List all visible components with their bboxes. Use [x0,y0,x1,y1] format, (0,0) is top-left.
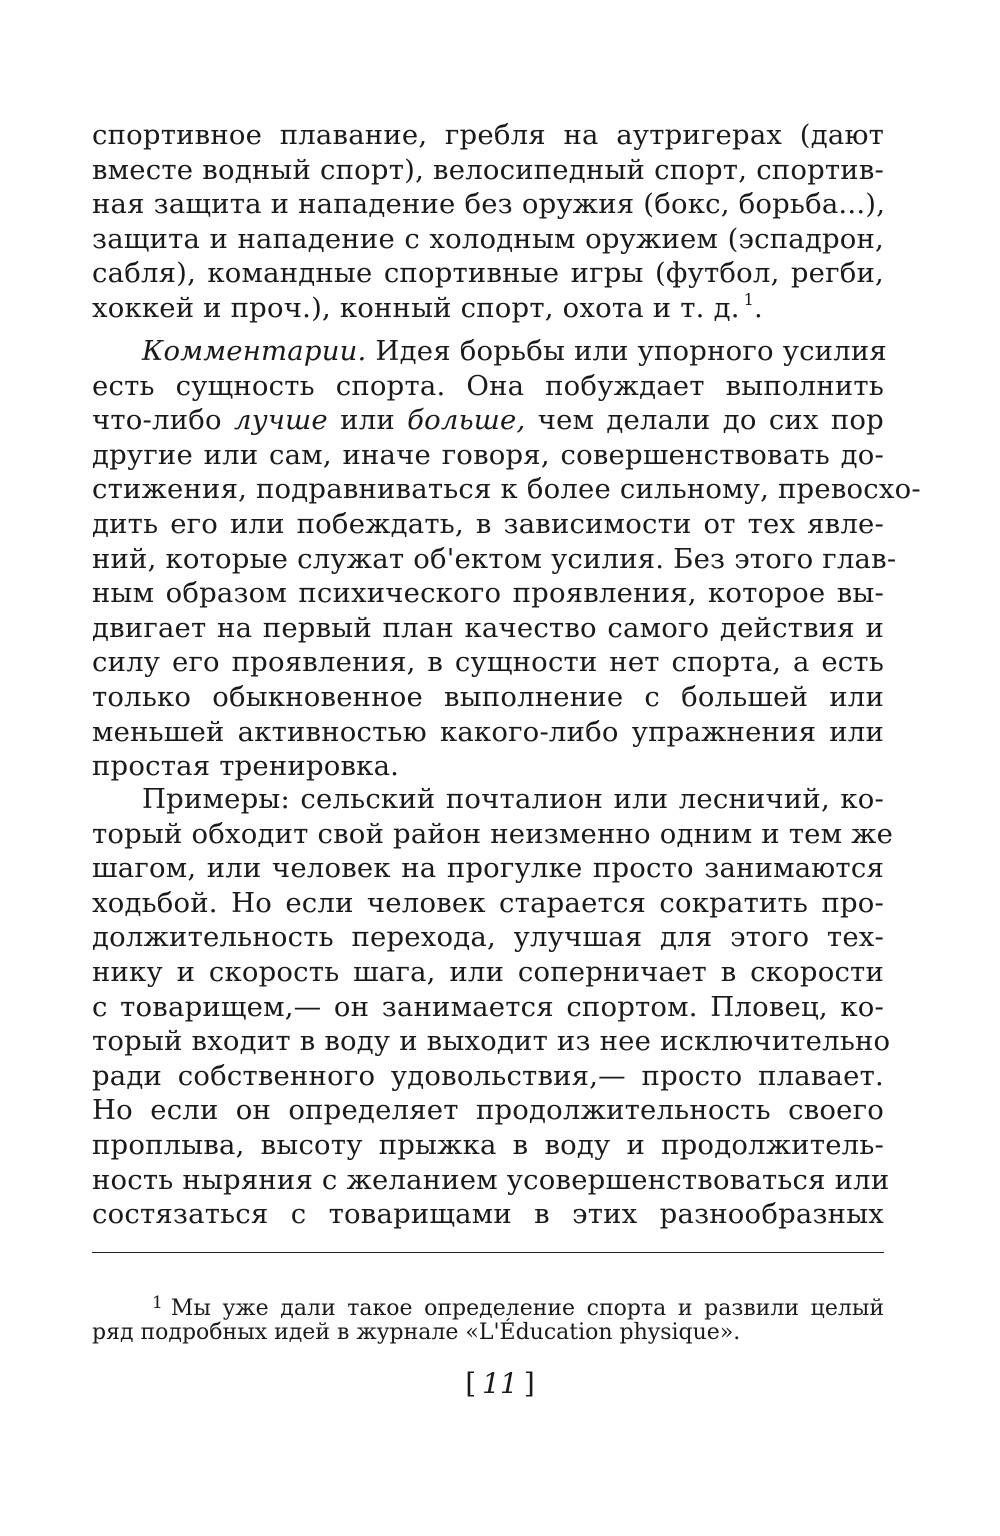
text-line: должительность перехода, улучшая для этого тех- [92,921,884,954]
text-line: с товарищем,— он занимается спортом. Пловец, ко- [92,990,884,1023]
text-fragment: чем делали до сих пор [537,404,884,437]
emphasis-word: лучше [234,404,328,437]
text-line: Но если он определяет продолжительность своего [92,1094,884,1127]
text-line-last: простая тренировка. [92,750,400,783]
text-fragment: что-либо [92,404,222,437]
footnote [92,1288,884,1348]
footnote-line: ряд подробных идей в журнале «L'Éducation physique». [92,1320,741,1345]
text-line: нику и скорость шага, или соперничает в скорости [92,955,884,988]
text-line: ная защита и нападение без оружия (бокс, борьба...), [92,188,886,221]
text-line: торый обходит свой район неизменно одним и тем же [92,817,894,850]
text-line: только обыкновенное выполнение с большей или [92,680,884,713]
text-line-content: Идея борьбы или упорного усилия [375,335,887,367]
text-line: шагом, или человек на прогулке просто занимаются [92,852,884,885]
text-line-content: хоккей и проч.), конный спорт, охота и т. д. [92,291,740,324]
text-line: дить его или побеждать, в зависимости от тех явле- [92,507,884,540]
text-line: стижения, подравниваться к более сильному, превосхо- [92,473,921,506]
footnote-reference[interactable]: 1 [743,289,755,309]
comments-heading: Комментарии. [142,335,367,367]
emphasis-word: больше, [407,404,526,437]
text-line: спортивное плавание, гребля на аутригерах (дают [92,119,884,151]
page-number-close-bracket: ] [523,1367,535,1400]
text-line: защита и нападение с холодным оружием (эспадрон, [92,222,884,255]
page-number-value: 11 [482,1367,518,1400]
footnote-number: 1 [152,1293,163,1313]
text-line-last [92,291,884,326]
paragraph-2 [92,334,921,784]
text-line: состязаться с товарищами в этих разнообразных [92,1198,884,1231]
text-line: другие или сам, иначе говоря, совершенствовать до- [92,438,884,471]
text-line: есть сущность спорта. Она побуждает выполнить [92,369,884,402]
text-line: сабля), командные спортивные игры (футбол, регби, [92,257,884,290]
text-line: торый входит в воду и выходит из нее исключительно [92,1025,891,1058]
text-line: двигает на первый план качество самого действия и [92,611,884,644]
text-line: ний, которые служат об'ектом усилия. Без этого глав- [92,542,897,575]
footnote-divider [92,1252,884,1253]
text-line: ходьбой. Но если человек старается сократить про- [92,886,884,919]
text-line: вместе водный спорт), велосипедный спорт, спортив- [92,153,884,186]
sentence-end: . [754,291,763,324]
text-fragment: или [340,404,395,437]
page-number [0,1366,1000,1402]
text-line: Примеры: сельский почталион или лесничий, ко- [142,783,884,815]
paragraph-3 [92,782,894,1232]
text-line [92,334,887,369]
page-number-open-bracket: [ [465,1367,477,1400]
paragraph-1 [92,118,884,326]
text-line: ным образом психического проявления, которое вы- [92,577,884,610]
text-line: ность ныряния с желанием усовершенствоваться или [92,1163,890,1196]
footnote-text: Мы уже дали такое определение спорта и развили целый [170,1296,884,1321]
text-line: ради собственного удовольствия,— просто плавает. [92,1059,884,1092]
text-line [92,403,884,438]
text-line: проплыва, высоту прыжка в воду и продолжитель- [92,1128,884,1161]
text-line: меньшей активностью какого-либо упражнения или [92,715,884,748]
footnote-line [92,1288,884,1321]
text-line: силу его проявления, в сущности нет спорта, а есть [92,646,884,679]
